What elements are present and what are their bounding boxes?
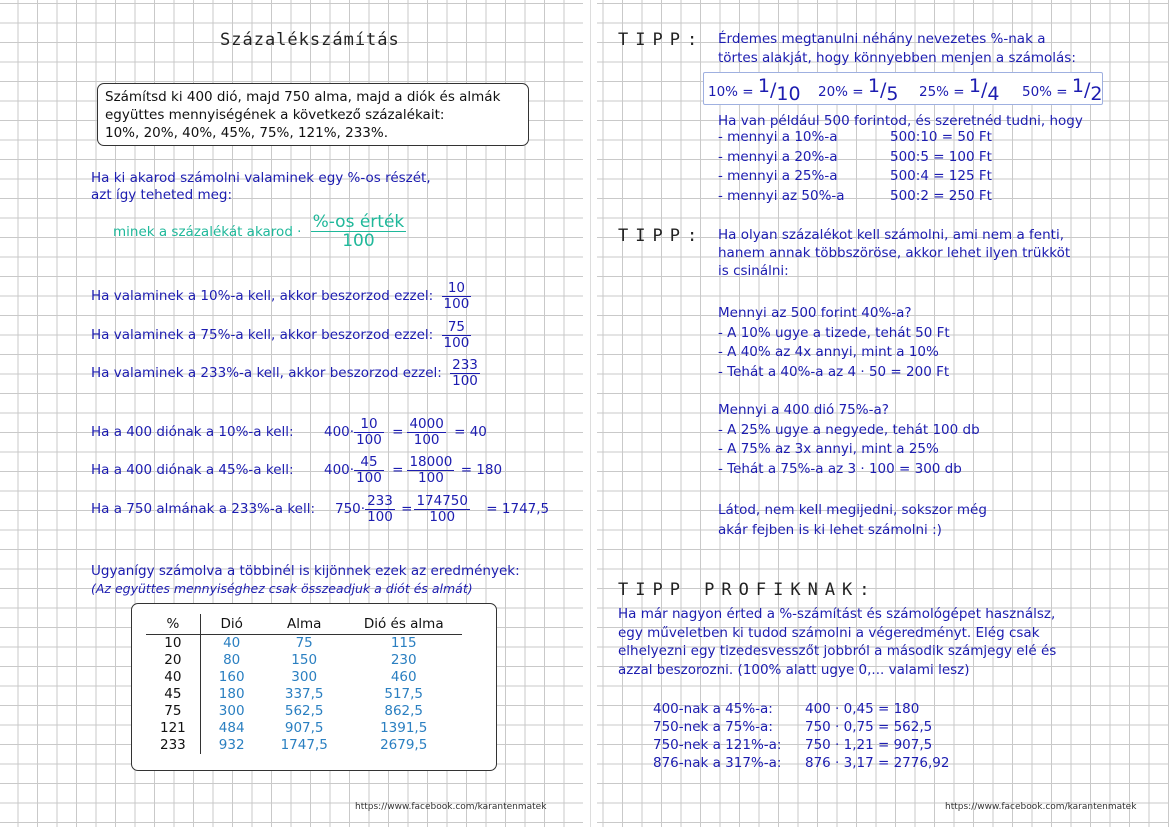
fraction-numerator: 4000 <box>409 416 444 432</box>
tipp1-example-intro: Ha van például 500 forintod, és szeretnéd tudni, hogy <box>718 113 1083 129</box>
tipp3-answer: 400 · 0,45 = 180 <box>805 701 920 717</box>
multiplier-row <box>91 358 480 388</box>
example-row <box>718 128 992 148</box>
tipp3-line: azzal beszorozni. (100% alatt ugye 0,... valami lesz) <box>618 661 970 678</box>
summary-line: Ugyanígy számolva a többinél is kijönnek ezek az eredmények: <box>91 563 520 579</box>
intro-line-1: Ha ki akarod számolni valaminek egy %-os részét, <box>91 170 431 186</box>
fraction-numerator: 10 <box>354 417 384 433</box>
tipp3-examples <box>653 700 949 772</box>
table-cell: 862,5 <box>384 703 424 719</box>
block-line: Mennyi az 500 forint 40%-a? <box>718 305 912 321</box>
table-header-cell: Dió és alma <box>346 614 462 635</box>
formula <box>113 213 406 251</box>
example-row <box>91 494 549 524</box>
multiplier-fraction <box>442 281 472 311</box>
table-row <box>146 720 462 737</box>
example-answer: 500:10 = 50 Ft <box>890 129 992 145</box>
fraction-numerator: 1 <box>867 75 880 97</box>
fraction-numerator: 10 <box>442 281 472 297</box>
table-row <box>146 737 462 754</box>
example-row <box>91 417 487 447</box>
multiplier-fraction <box>442 320 472 350</box>
tipp3-line: egy műveletben ki tudod számolni a végeredményt. Elég csak <box>618 624 1040 641</box>
tipp2-closing-2: akár fejben is ki lehet számolni :) <box>718 522 942 538</box>
tipp3-row <box>653 700 949 718</box>
example-fraction <box>414 494 470 524</box>
table-cell: 233 <box>146 737 200 754</box>
table-row <box>146 669 462 686</box>
formula-denominator: 100 <box>342 231 375 252</box>
table-cell: 160 <box>218 669 245 685</box>
fraction-denominator: 100 <box>356 431 382 448</box>
table-header-cell: % <box>146 614 200 635</box>
multiplier-text: Ha valaminek a 233%-a kell, akkor beszorzod ezzel: <box>91 365 442 382</box>
fraction-numerator: 233 <box>367 493 393 509</box>
tipp3-question: 876-nak a 317%-a: <box>653 755 782 771</box>
formula-left: minek a százalékát akarod · <box>113 223 302 240</box>
fraction-numerator: 1 <box>757 75 770 97</box>
formula-fraction <box>311 213 407 251</box>
tipp2-line-3: is csinálni: <box>718 263 789 279</box>
table-cell: 484 <box>218 720 245 736</box>
multiplier-row <box>91 281 471 311</box>
fraction-pct: 50% = <box>1022 84 1068 100</box>
tipp1-example-list <box>718 128 992 206</box>
table-cell: 1747,5 <box>280 737 328 753</box>
block-line: Mennyi a 400 dió 75%-a? <box>718 402 889 418</box>
table-header-cell: Dió <box>200 614 262 635</box>
fraction-denominator: 100 <box>413 431 440 448</box>
footer-link[interactable]: https://www.facebook.com/karantenmatek <box>355 802 547 812</box>
table-cell: 517,5 <box>384 686 424 702</box>
example-base: 750· <box>335 501 366 518</box>
fraction-item: 20% = 1/5 <box>818 75 899 105</box>
block-line: - A 75% az 3x annyi, mint a 25% <box>718 441 939 457</box>
table-row <box>146 635 462 653</box>
table-row <box>146 652 462 669</box>
example-base: 400· <box>324 462 355 479</box>
table-cell: 75 <box>146 703 200 720</box>
fraction-numerator: 1 <box>1071 75 1084 97</box>
multiplier-text: Ha valaminek a 10%-a kell, akkor beszorzod ezzel: <box>91 288 434 305</box>
example-result: = 180 <box>460 462 503 479</box>
table-cell: 230 <box>390 652 417 668</box>
fraction-numerator: 1 <box>968 75 981 97</box>
fraction-numerator: 233 <box>452 357 478 373</box>
tipp3-question: 750-nek a 121%-a: <box>653 737 782 753</box>
table-row <box>146 686 462 703</box>
task-line-3: 10%, 20%, 40%, 45%, 75%, 121%, 233%. <box>105 125 389 141</box>
example-answer: 500:4 = 125 Ft <box>890 168 992 184</box>
table-cell: 180 <box>218 686 245 702</box>
example-question: - mennyi a 10%-a <box>718 129 838 145</box>
table-row <box>146 703 462 720</box>
tipp-label-1: TIPP: <box>618 30 705 50</box>
tipp2-line-2: hanem annak többszöröse, akkor lehet ilyen trükköt <box>718 245 1071 261</box>
table-cell: 460 <box>390 669 417 685</box>
table-cell: 907,5 <box>284 720 324 736</box>
block-line: - A 10% ugye a tizede, tehát 50 Ft <box>718 324 950 341</box>
example-question: - mennyi a 25%-a <box>718 168 838 184</box>
tipp1-line-2: törtes alakját, hogy könnyebben menjen a számolás: <box>718 50 1076 66</box>
fraction-denominator: 100 <box>452 372 478 389</box>
tipp3-answer: 750 · 0,75 = 562,5 <box>805 719 933 735</box>
block-line: - A 25% ugye a negyede, tehát 100 db <box>718 421 980 438</box>
multiplier-row <box>91 320 471 350</box>
fraction-denominator: 100 <box>356 469 382 486</box>
fraction-numerator: 18000 <box>409 454 453 470</box>
table-cell: 10 <box>146 635 200 653</box>
fraction-denominator: 5 <box>886 83 899 105</box>
page-divider <box>583 0 597 827</box>
example-text: Ha a 400 diónak a 10%-a kell: <box>91 424 294 441</box>
example-fraction <box>354 417 384 447</box>
example-base: 400· <box>324 424 355 441</box>
tipp3-row <box>653 718 949 736</box>
fraction-pct: 10% = <box>708 84 754 100</box>
example-text: Ha a 400 diónak a 45%-a kell: <box>91 462 294 479</box>
tipp2-block-1 <box>718 304 950 382</box>
tipp3-row <box>653 736 949 754</box>
table-cell: 121 <box>146 720 200 737</box>
fraction-denominator: 10 <box>776 83 801 105</box>
tipp3-answer: 750 · 1,21 = 907,5 <box>805 737 933 753</box>
fraction-denominator: 100 <box>429 508 456 525</box>
footer-link[interactable]: https://www.facebook.com/karantenmatek <box>945 802 1137 812</box>
table-cell: 2679,5 <box>380 737 428 753</box>
example-fraction <box>407 455 454 485</box>
tipp1-line-1: Érdemes megtanulni néhány nevezetes %-nak a <box>718 31 1046 47</box>
fraction-denominator: 100 <box>443 334 470 351</box>
tipp3-row <box>653 754 949 772</box>
table-cell: 80 <box>223 652 241 668</box>
table-cell: 300 <box>218 703 245 719</box>
summary-note: (Az együttes mennyiséghez csak összeadjuk a diót és almát) <box>91 581 473 596</box>
example-question: - mennyi az 50%-a <box>718 187 845 204</box>
tipp3-question: 750-nek a 75%-a: <box>653 719 773 735</box>
results-table <box>146 614 462 754</box>
table-cell: 75 <box>295 635 313 651</box>
example-answer: 500:2 = 250 Ft <box>890 187 992 204</box>
block-line: - Tehát a 40%-a az 4 · 50 = 200 Ft <box>718 363 950 380</box>
page-title: Százalékszámítás <box>220 30 400 50</box>
fraction-denominator: 100 <box>367 508 393 525</box>
table-header-row <box>146 614 462 635</box>
equals-sign: = <box>392 424 404 441</box>
example-fraction <box>365 494 395 524</box>
multiplier-fraction <box>450 358 480 388</box>
table-cell: 150 <box>291 652 318 668</box>
table-cell: 562,5 <box>284 703 324 719</box>
fractions-box <box>703 72 1103 105</box>
table-cell: 40 <box>223 635 241 651</box>
tipp3-answer: 876 · 3,17 = 2776,92 <box>805 755 950 771</box>
fraction-numerator: 75 <box>442 320 472 336</box>
table-header-cell: Alma <box>263 614 346 635</box>
tipp3-question: 400-nak a 45%-a: <box>653 701 773 717</box>
task-line-1: Számítsd ki 400 dió, majd 750 alma, majd a diók és almák <box>105 89 501 105</box>
tipp2-closing-1: Látod, nem kell megijedni, sokszor még <box>718 502 987 518</box>
example-row <box>718 187 992 207</box>
fraction-item: 25% = 1/4 <box>919 75 1000 105</box>
tipp2-block-2 <box>718 401 980 479</box>
tipp3-line: Ha már nagyon érted a %-számítást és számológépet használsz, <box>618 606 1056 622</box>
example-text: Ha a 750 almának a 233%-a kell: <box>91 501 316 518</box>
table-cell: 337,5 <box>284 686 324 702</box>
equals-sign: = <box>392 462 404 479</box>
fraction-numerator: 174750 <box>416 493 468 509</box>
fraction-numerator: 45 <box>354 455 384 471</box>
results-table-box <box>131 603 497 771</box>
example-fraction <box>354 455 384 485</box>
table-cell: 300 <box>291 669 318 685</box>
tipp3-text <box>618 605 1056 679</box>
equals-sign: = <box>401 501 413 518</box>
example-result: = 40 <box>454 424 487 441</box>
fraction-denominator: 100 <box>418 469 444 486</box>
example-fraction <box>407 417 445 447</box>
intro-line-2: azt így teheted meg: <box>91 187 233 203</box>
example-answer: 500:5 = 100 Ft <box>890 148 992 165</box>
multiplier-text: Ha valaminek a 75%-a kell, akkor beszorzod ezzel: <box>91 327 434 344</box>
task-box <box>97 83 529 146</box>
table-cell: 45 <box>146 686 200 703</box>
fraction-item: 50% = 1/2 <box>1022 75 1103 105</box>
block-line: - A 40% az 4x annyi, mint a 10% <box>718 344 939 360</box>
fraction-denominator: 100 <box>443 295 470 312</box>
fraction-pct: 20% = <box>818 84 864 100</box>
tipp-label-3: TIPP PROFIKNAK: <box>618 580 877 600</box>
table-cell: 932 <box>218 737 245 753</box>
block-line: - Tehát a 75%-a az 3 · 100 = 300 db <box>718 460 962 477</box>
example-row <box>91 455 502 485</box>
table-cell: 1391,5 <box>380 720 428 736</box>
fraction-item: 10% = 1/10 <box>708 75 801 105</box>
example-question: - mennyi a 20%-a <box>718 148 838 165</box>
task-line-2: együttes mennyiségének a következő százalékait: <box>105 107 445 123</box>
fraction-denominator: 4 <box>987 83 1000 105</box>
example-row <box>718 148 992 168</box>
tipp-label-2: TIPP: <box>618 226 705 246</box>
example-result: = 1747,5 <box>486 501 550 518</box>
formula-numerator: %-os érték <box>312 212 405 232</box>
tipp3-line: elhelyezni egy tizedesvesszőt jobbról a második számjegy elé és <box>618 643 1057 659</box>
tipp2-line-1: Ha olyan százalékot kell számolni, ami nem a fenti, <box>718 227 1064 243</box>
fraction-denominator: 2 <box>1090 83 1103 105</box>
example-row <box>718 167 992 187</box>
table-cell: 40 <box>146 669 200 686</box>
fraction-pct: 25% = <box>919 84 965 100</box>
table-cell: 20 <box>146 652 200 669</box>
table-cell: 115 <box>390 635 417 651</box>
